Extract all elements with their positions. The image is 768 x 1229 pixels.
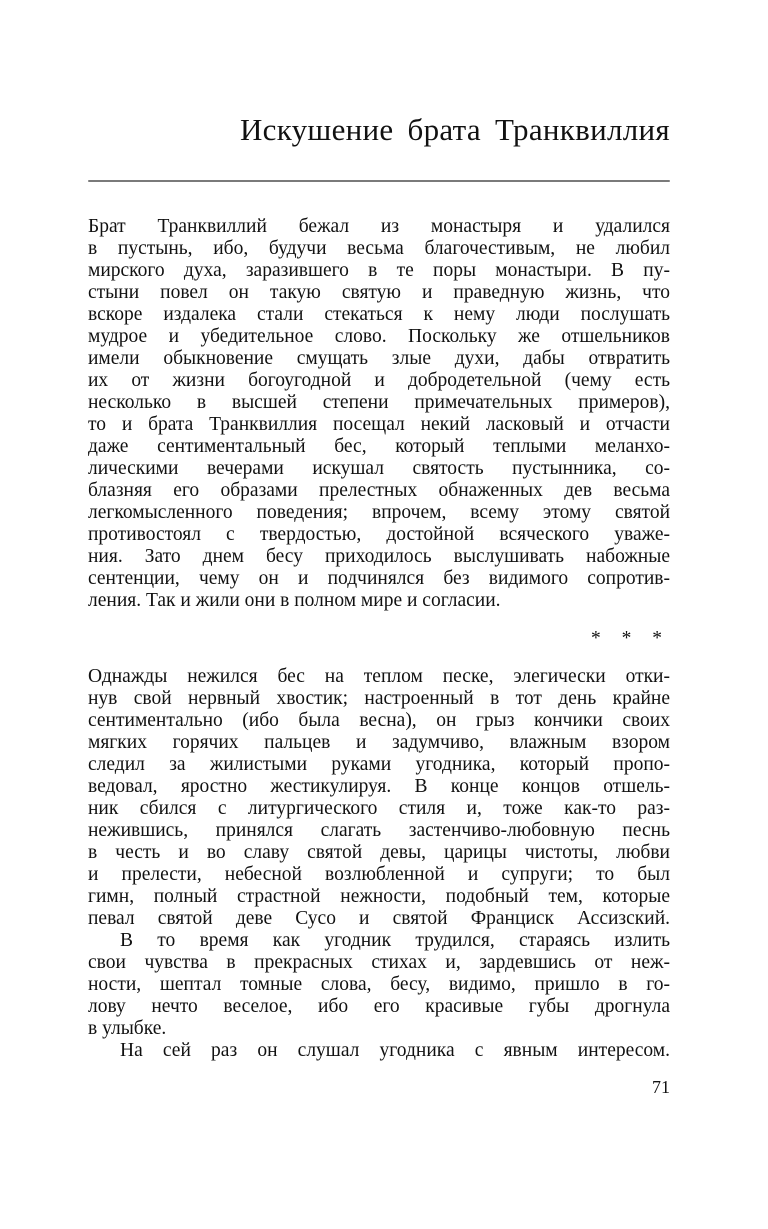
page-number: 71 <box>652 1077 670 1097</box>
text-line: несколько в высшей степени примечательных примеров), <box>88 392 670 413</box>
text-line: вскоре издалека стали стекаться к нему люди послушать <box>88 304 670 325</box>
section-1-text <box>88 216 670 612</box>
text-line: мягких горячих пальцев и задумчиво, влажным взором <box>88 732 670 753</box>
text-line: в честь и во славу святой девы, царицы чистоты, любви <box>88 842 670 863</box>
text-line: имели обыкновение смущать злые духи, дабы отвратить <box>88 348 670 369</box>
text-line: и прелести, небесной возлюбленной и супруги; то был <box>88 864 670 885</box>
section-2-text <box>88 666 670 1062</box>
title-divider <box>88 180 670 182</box>
text-line: в пустынь, ибо, будучи весьма благочестивым, не любил <box>88 238 670 259</box>
text-line: следил за жилистыми руками угодника, который пропо- <box>88 754 670 775</box>
text-line: сентиментально (ибо была весна), он грыз кончики своих <box>88 710 670 731</box>
text-line: ния. Зато днем бесу приходилось выслушивать набожные <box>88 546 670 567</box>
text-line: легкомысленного поведения; впрочем, всему этому святой <box>88 502 670 523</box>
text-line: нув свой нервный хвостик; настроенный в тот день крайне <box>88 688 670 709</box>
text-line: ления. Так и жили они в полном мире и согласии. <box>88 590 501 611</box>
text-line: лическими вечерами искушал святость пустынника, со- <box>88 458 670 479</box>
text-line: лову нечто веселое, ибо его красивые губы дрогнула <box>88 996 670 1017</box>
text-line: сентенции, чему он и подчинялся без видимого сопротив- <box>88 568 670 589</box>
text-line: гимн, полный страстной нежности, подобный тем, которые <box>88 886 670 907</box>
text-line: блазняя его образами прелестных обнаженных дев весьма <box>88 480 670 501</box>
section-separator: * * * <box>591 628 670 649</box>
text-line: в улыбке. <box>88 1018 167 1039</box>
text-line: нежившись, принялся слагать застенчиво-любовную песнь <box>88 820 670 841</box>
text-line: мудрое и убедительное слово. Поскольку же отшельников <box>88 326 670 347</box>
chapter-title: Искушение брата Транквиллия <box>239 112 670 147</box>
text-line: мирского духа, заразившего в те поры монастыри. В пу- <box>88 260 670 281</box>
text-line: Однажды нежился бес на теплом песке, элегически отки- <box>88 666 670 687</box>
text-line: то и брата Транквиллия посещал некий ласковый и отчасти <box>88 414 670 435</box>
text-line: стыни повел он такую святую и праведную жизнь, что <box>88 282 670 303</box>
text-line: ник сбился с литургического стиля и, тоже как-то раз- <box>88 798 670 819</box>
text-line: их от жизни богоугодной и добродетельной (чему есть <box>88 370 670 391</box>
text-line: свои чувства в прекрасных стихах и, зардевшись от неж- <box>88 952 670 973</box>
text-line: певал святой деве Сусо и святой Франциск Ассизский. <box>88 908 670 929</box>
text-line: Брат Транквиллий бежал из монастыря и удалился <box>88 216 670 237</box>
text-line: В то время как угодник трудился, стараясь излить <box>120 930 670 951</box>
text-line: противостоял с твердостью, достойной всяческого уваже- <box>88 524 670 545</box>
text-line: ведовал, яростно жестикулируя. В конце концов отшель- <box>88 776 670 797</box>
text-line: даже сентиментальный бес, который теплыми меланхо- <box>88 436 670 457</box>
text-line: На сей раз он слушал угодника с явным интересом. <box>120 1040 670 1061</box>
text-line: ности, шептал томные слова, бесу, видимо, пришло в го- <box>88 974 670 995</box>
